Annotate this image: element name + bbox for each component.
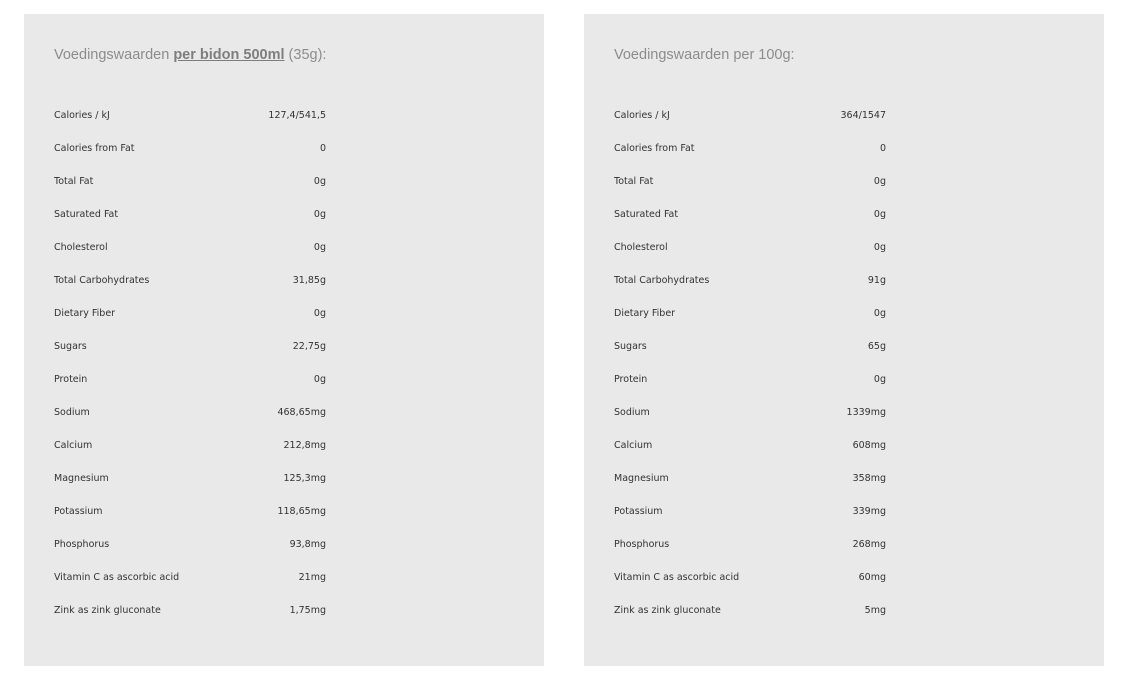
nutrient-label: Calories from Fat [54,143,135,154]
nutrient-value: 0g [873,308,886,319]
nutrition-list [54,106,326,634]
nutrition-row [614,271,886,304]
nutrient-label: Protein [614,374,648,385]
nutrient-label: Calcium [614,440,653,451]
nutrition-row [54,601,326,634]
nutrient-label: Total Fat [54,176,94,187]
nutrient-value: 0g [873,242,886,253]
nutrient-value: 1,75mg [289,605,326,616]
nutrient-value: 21mg [298,572,326,583]
nutrition-row [54,205,326,238]
nutrition-row [614,139,886,172]
nutrient-value: 0g [313,209,326,220]
nutrient-value: 0g [873,374,886,385]
nutrient-label: Potassium [614,506,663,517]
nutrient-value: 0g [313,308,326,319]
nutrition-row [614,238,886,271]
nutrient-label: Protein [54,374,88,385]
nutrient-value: 0g [313,176,326,187]
nutrient-label: Zink as zink gluconate [54,605,161,616]
nutrient-value: 339mg [852,506,886,517]
nutrition-panel-per-bidon [24,14,544,666]
nutrient-label: Sodium [54,407,90,418]
nutrient-value: 358mg [852,473,886,484]
nutrition-row [614,337,886,370]
nutrient-value: 22,75g [292,341,326,352]
nutrition-row [54,172,326,205]
nutrient-value: 608mg [852,440,886,451]
nutrient-value: 127,4/541,5 [268,110,326,121]
nutrition-row [54,469,326,502]
nutrient-label: Calories / kJ [54,110,110,121]
nutrient-value: 468,65mg [277,407,326,418]
nutrient-value: 91g [867,275,886,286]
nutrient-label: Phosphorus [614,539,670,550]
nutrient-label: Zink as zink gluconate [614,605,721,616]
nutrition-row [54,271,326,304]
nutrition-panel-per-100g [584,14,1104,666]
nutrient-value: 5mg [864,605,886,616]
nutrient-value: 0 [319,143,326,154]
nutrition-row [614,502,886,535]
heading-suffix: (35g): [284,47,327,63]
nutrient-label: Calcium [54,440,93,451]
nutrient-label: Sugars [54,341,87,352]
nutrient-label: Cholesterol [614,242,668,253]
nutrition-list [614,106,886,634]
nutrient-label: Magnesium [54,473,109,484]
heading-emphasis: per bidon 500ml [173,47,285,63]
nutrient-value: 31,85g [292,275,326,286]
nutrient-label: Total Carbohydrates [614,275,710,286]
nutrition-row [54,502,326,535]
heading-text: Voedingswaarden per 100g: [614,47,795,63]
nutrient-label: Dietary Fiber [614,308,676,319]
nutrient-label: Calories / kJ [614,110,670,121]
nutrient-value: 0 [879,143,886,154]
nutrition-row [614,436,886,469]
nutrition-row [54,436,326,469]
heading-text: Voedingswaarden [54,47,174,63]
nutrition-row [614,304,886,337]
nutrition-row [54,403,326,436]
nutrition-row [54,535,326,568]
nutrient-value: 268mg [852,539,886,550]
nutrient-value: 0g [313,374,326,385]
nutrition-row [614,106,886,139]
nutrient-label: Vitamin C as ascorbic acid [54,572,180,583]
nutrition-row [54,106,326,139]
nutrition-row [54,370,326,403]
nutrition-row [614,370,886,403]
nutrient-value: 118,65mg [277,506,326,517]
nutrient-label: Phosphorus [54,539,110,550]
nutrition-row [614,469,886,502]
nutrient-value: 1339mg [846,407,886,418]
nutrient-value: 93,8mg [289,539,326,550]
nutrition-row [614,601,886,634]
nutrition-row [54,337,326,370]
nutrient-value: 0g [873,209,886,220]
panel-heading [614,47,795,63]
nutrition-row [54,568,326,601]
nutrient-label: Total Fat [614,176,654,187]
nutrient-label: Saturated Fat [54,209,119,220]
nutrient-label: Magnesium [614,473,669,484]
nutrition-row [614,172,886,205]
nutrient-label: Vitamin C as ascorbic acid [614,572,740,583]
nutrient-label: Saturated Fat [614,209,679,220]
nutrition-row [614,205,886,238]
nutrient-label: Sugars [614,341,647,352]
nutrient-label: Sodium [614,407,650,418]
nutrient-label: Cholesterol [54,242,108,253]
nutrient-value: 125,3mg [283,473,326,484]
nutrition-row [614,568,886,601]
panel-heading [54,47,326,63]
nutrient-label: Calories from Fat [614,143,695,154]
nutrient-value: 60mg [858,572,886,583]
nutrient-value: 0g [313,242,326,253]
nutrient-label: Dietary Fiber [54,308,116,319]
nutrition-row [614,403,886,436]
nutrient-value: 65g [867,341,886,352]
nutrient-label: Potassium [54,506,103,517]
nutrient-label: Total Carbohydrates [54,275,150,286]
nutrient-value: 364/1547 [840,110,886,121]
nutrition-row [54,304,326,337]
nutrition-row [54,139,326,172]
nutrient-value: 212,8mg [283,440,326,451]
nutrition-row [54,238,326,271]
nutrition-row [614,535,886,568]
nutrient-value: 0g [873,176,886,187]
